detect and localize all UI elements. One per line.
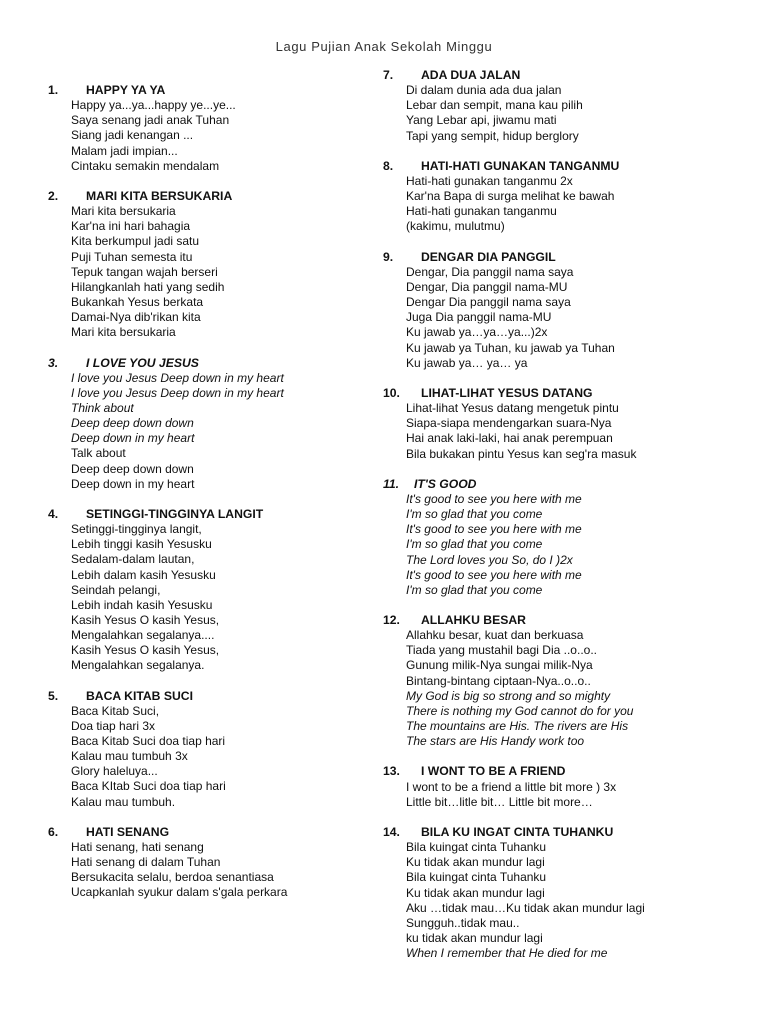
- song-block: [383, 159, 758, 235]
- lyric-line: Kasih Yesus O kasih Yesus,: [71, 612, 220, 627]
- lyric-line: Bila kuingat cinta Tuhanku: [406, 840, 547, 855]
- lyrics: [383, 265, 758, 371]
- page-title: Lagu Pujian Anak Sekolah Minggu: [275, 39, 493, 54]
- song-block: [383, 477, 758, 598]
- song-number: 14.: [383, 825, 400, 840]
- lyric-line: Lebih indah kasih Yesusku: [71, 597, 213, 612]
- song-number: 12.: [383, 613, 400, 628]
- lyric-line: Talk about: [71, 446, 126, 461]
- lyric-line: Ku tidak akan mundur lagi: [406, 855, 545, 870]
- lyric-line: Lebar dan sempit, mana kau pilih: [406, 98, 583, 113]
- song-block: [383, 613, 758, 749]
- song-number: 6.: [48, 824, 59, 839]
- lyric-line: When I remember that He died for me: [406, 946, 608, 961]
- lyric-line: Seindah pelangi,: [71, 582, 161, 597]
- lyric-line: ku tidak akan mundur lagi: [406, 931, 543, 946]
- lyric-line: Little bit…litle bit… Little bit more…: [406, 794, 593, 809]
- song-block: [383, 68, 758, 144]
- lyric-line: Saya senang jadi anak Tuhan: [71, 113, 230, 128]
- lyric-line: Ucapkanlah syukur dalam s'gala perkara: [71, 885, 288, 900]
- lyrics: [48, 840, 378, 901]
- lyrics: [48, 704, 378, 810]
- lyric-line: Deep down in my heart: [71, 476, 195, 491]
- lyric-line: I'm so glad that you come: [406, 507, 543, 522]
- song-heading: [383, 250, 758, 265]
- song-heading: [48, 507, 378, 522]
- song-title: ADA DUA JALAN: [421, 68, 521, 82]
- song-block: [48, 83, 378, 174]
- lyrics: [48, 522, 378, 673]
- song-number: 1.: [48, 83, 59, 97]
- lyric-line: Hati-hati gunakan tanganmu 2x: [406, 173, 573, 188]
- lyrics: [383, 83, 758, 144]
- lyric-line: Cintaku semakin mendalam: [71, 158, 220, 173]
- right-column: [383, 68, 758, 961]
- lyrics: [383, 628, 758, 749]
- lyrics: [383, 401, 758, 462]
- lyric-line: Tiada yang mustahil bagi Dia ..o..o..: [406, 643, 597, 658]
- lyric-line: It's good to see you here with me: [406, 491, 582, 506]
- song-title: LIHAT-LIHAT YESUS DATANG: [421, 385, 593, 400]
- song-heading: [48, 83, 378, 98]
- song-block: [48, 189, 378, 340]
- lyric-line: Siapa-siapa mendengarkan suara-Nya: [406, 416, 612, 431]
- lyrics: [383, 780, 758, 810]
- song-block: [383, 386, 758, 462]
- song-title: HAPPY YA YA: [86, 83, 166, 97]
- song-title: HATI SENANG: [86, 824, 170, 839]
- lyric-line: I wont to be a friend a little bit more ) 3x: [406, 779, 617, 794]
- lyric-line: Happy ya...ya...happy ye...ye...: [71, 98, 236, 113]
- lyric-line: Mengalahkan segalanya....: [71, 628, 215, 643]
- lyric-line: Malam jadi impian...: [71, 143, 178, 158]
- lyrics: [383, 174, 758, 235]
- song-block: [48, 356, 378, 492]
- lyric-line: Hati senang, hati senang: [71, 840, 204, 855]
- lyric-line: Juga Dia panggil nama-MU: [406, 310, 552, 325]
- song-number: 10.: [383, 385, 400, 400]
- song-block: [383, 250, 758, 371]
- lyric-line: Siang jadi kenangan ...: [71, 128, 194, 143]
- lyric-line: It's good to see you here with me: [406, 567, 582, 582]
- lyric-line: Lihat-lihat Yesus datang mengetuk pintu: [406, 401, 619, 416]
- song-number: 3.: [48, 355, 59, 370]
- lyric-line: (kakimu, mulutmu): [406, 219, 505, 234]
- lyric-line: Di dalam dunia ada dua jalan: [406, 83, 562, 98]
- song-title: BACA KITAB SUCI: [86, 688, 193, 703]
- song-title: HATI-HATI GUNAKAN TANGANMU: [421, 158, 620, 173]
- lyric-line: Doa tiap hari 3x: [71, 718, 156, 733]
- song-heading: [383, 764, 758, 779]
- lyric-line: Tapi yang sempit, hidup berglory: [406, 128, 579, 143]
- song-heading: [48, 689, 378, 704]
- lyric-line: The mountains are His. The rivers are His: [406, 719, 629, 734]
- lyric-line: Lebih dalam kasih Yesusku: [71, 567, 216, 582]
- lyric-line: Bintang-bintang ciptaan-Nya..o..o..: [406, 673, 591, 688]
- song-number: 13.: [383, 764, 400, 779]
- song-heading: [383, 613, 758, 628]
- lyrics: [383, 492, 758, 598]
- song-heading: [383, 386, 758, 401]
- lyric-line: Dengar, Dia panggil nama-MU: [406, 279, 568, 294]
- song-title: IT'S GOOD: [414, 476, 477, 491]
- song-title: ALLAHKU BESAR: [421, 613, 526, 628]
- song-number: 4.: [48, 506, 59, 521]
- lyric-line: Kar'na ini hari bahagia: [71, 219, 191, 234]
- lyrics: [48, 98, 378, 174]
- lyric-line: Kita berkumpul jadi satu: [71, 234, 200, 249]
- lyric-line: Bukankah Yesus berkata: [71, 294, 204, 309]
- left-column: [48, 83, 378, 901]
- song-title: SETINGGI-TINGGINYA LANGIT: [86, 506, 264, 521]
- lyric-line: Gunung milik-Nya sungai milik-Nya: [406, 658, 593, 673]
- lyric-line: Kalau mau tumbuh 3x: [71, 749, 188, 764]
- lyric-line: Yang Lebar api, jiwamu mati: [406, 113, 557, 128]
- song-title: I WONT TO BE A FRIEND: [421, 764, 566, 779]
- song-heading: [48, 825, 378, 840]
- lyric-line: Deep deep down down: [71, 416, 194, 431]
- lyric-line: Ku jawab ya…ya…ya...)2x: [406, 325, 548, 340]
- lyric-line: I'm so glad that you come: [406, 582, 543, 597]
- lyric-line: Bila kuingat cinta Tuhanku: [406, 870, 547, 885]
- lyric-line: Glory haleluya...: [71, 764, 158, 779]
- song-number: 2.: [48, 188, 59, 203]
- song-block: [383, 825, 758, 961]
- lyric-line: I'm so glad that you come: [406, 537, 543, 552]
- song-block: [48, 825, 378, 901]
- lyric-line: Mengalahkan segalanya.: [71, 658, 205, 673]
- song-title: MARI KITA BERSUKARIA: [86, 188, 233, 203]
- song-heading: [48, 356, 378, 371]
- song-block: [48, 507, 378, 674]
- song-number: 11.: [383, 476, 400, 491]
- lyric-line: Baca Kitab Suci doa tiap hari: [71, 734, 226, 749]
- song-heading: [383, 159, 758, 174]
- lyric-line: Dengar Dia panggil nama saya: [406, 295, 571, 310]
- song-number: 7.: [383, 68, 394, 82]
- song-title: I LOVE YOU JESUS: [86, 355, 199, 370]
- lyric-line: The Lord loves you So, do I )2x: [406, 552, 573, 567]
- lyric-line: Hati senang di dalam Tuhan: [71, 855, 221, 870]
- lyric-line: Think about: [71, 400, 134, 415]
- lyric-line: Baca Kitab Suci,: [71, 703, 160, 718]
- lyric-line: Deep down in my heart: [71, 431, 195, 446]
- lyric-line: Hati-hati gunakan tanganmu: [406, 204, 557, 219]
- lyric-line: I love you Jesus Deep down in my heart: [71, 370, 284, 385]
- lyric-line: Aku …tidak mau…Ku tidak akan mundur lagi: [406, 900, 645, 915]
- song-block: [383, 764, 758, 809]
- lyric-line: I love you Jesus Deep down in my heart: [71, 385, 284, 400]
- song-number: 5.: [48, 688, 59, 703]
- lyric-line: Sedalam-dalam lautan,: [71, 552, 195, 567]
- lyric-line: Mari kita bersukaria: [71, 325, 176, 340]
- lyric-line: Allahku besar, kuat dan berkuasa: [406, 628, 584, 643]
- lyric-line: Tepuk tangan wajah berseri: [71, 264, 218, 279]
- lyric-line: Puji Tuhan semesta itu: [71, 249, 193, 264]
- song-title: BILA KU INGAT CINTA TUHANKU: [421, 825, 614, 840]
- lyric-line: Ku jawab ya Tuhan, ku jawab ya Tuhan: [406, 340, 615, 355]
- lyric-line: Damai-Nya dib'rikan kita: [71, 310, 201, 325]
- lyric-line: Hai anak laki-laki, hai anak perempuan: [406, 431, 613, 446]
- lyric-line: Mari kita bersukaria: [71, 204, 176, 219]
- lyric-line: Bersukacita selalu, berdoa senantiasa: [71, 870, 274, 885]
- lyric-line: Deep deep down down: [71, 461, 194, 476]
- lyric-line: Kasih Yesus O kasih Yesus,: [71, 643, 220, 658]
- song-heading: [383, 825, 758, 840]
- song-heading: [383, 68, 758, 83]
- lyric-line: Kar'na Bapa di surga melihat ke bawah: [406, 189, 615, 204]
- lyric-line: Hilangkanlah hati yang sedih: [71, 279, 225, 294]
- song-heading: [383, 477, 758, 492]
- lyric-line: Dengar, Dia panggil nama saya: [406, 264, 574, 279]
- lyric-line: Baca KItab Suci doa tiap hari: [71, 779, 226, 794]
- lyric-line: Bila bukakan pintu Yesus kan seg'ra masuk: [406, 446, 637, 461]
- song-title: DENGAR DIA PANGGIL: [421, 249, 556, 264]
- song-block: [48, 689, 378, 810]
- lyrics: [48, 204, 378, 340]
- lyrics: [383, 840, 758, 961]
- lyric-line: Lebih tinggi kasih Yesusku: [71, 537, 212, 552]
- lyric-line: Kalau mau tumbuh.: [71, 794, 176, 809]
- lyric-line: Setinggi-tingginya langit,: [71, 522, 202, 537]
- lyric-line: Ku tidak akan mundur lagi: [406, 885, 545, 900]
- song-number: 9.: [383, 249, 394, 264]
- lyric-line: It's good to see you here with me: [406, 522, 582, 537]
- lyric-line: My God is big so strong and so mighty: [406, 688, 611, 703]
- song-number: 8.: [383, 158, 394, 173]
- lyrics: [48, 371, 378, 492]
- lyric-line: Sungguh..tidak mau..: [406, 915, 520, 930]
- song-heading: [48, 189, 378, 204]
- lyric-line: The stars are His Handy work too: [406, 734, 585, 749]
- lyric-line: There is nothing my God cannot do for you: [406, 703, 634, 718]
- lyric-line: Ku jawab ya… ya… ya: [406, 355, 528, 370]
